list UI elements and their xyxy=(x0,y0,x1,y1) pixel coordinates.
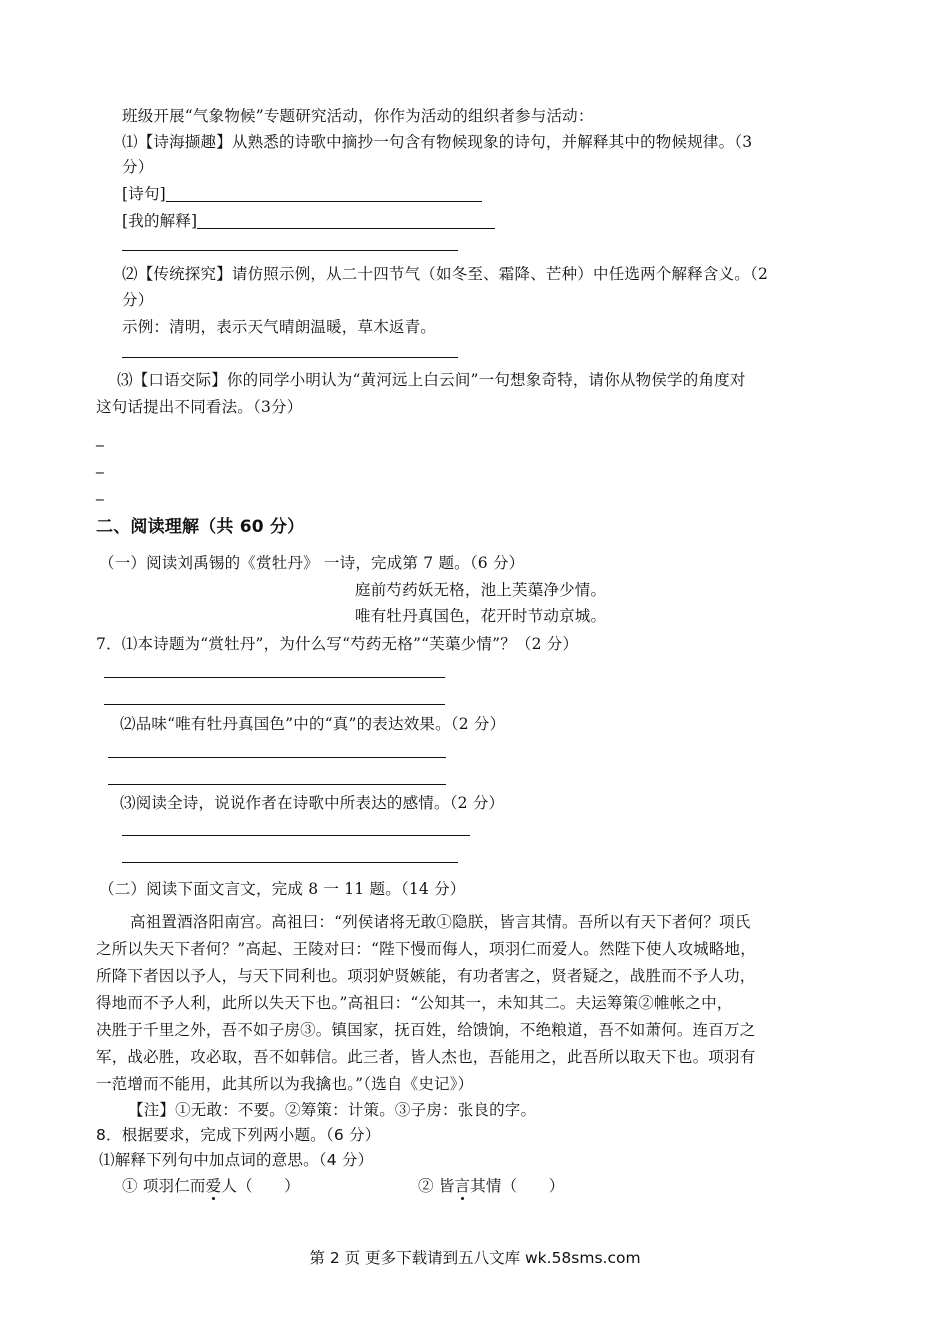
explain-answer-line[interactable] xyxy=(197,212,495,229)
q2-prompt-line1: ⑵【传统探究】请仿照示例，从二十四节气（如冬至、霜降、芒种）中任选两个解释含义。（2 xyxy=(122,265,769,283)
section-title: 二、阅读理解（共 60 分） xyxy=(96,517,305,537)
dotted-word-ai: 爱 xyxy=(205,1177,222,1195)
q2-answer-line[interactable] xyxy=(122,357,458,358)
q1-explain-field xyxy=(122,211,495,231)
q8-heading: 8．根据要求，完成下列两小题。（6 分） xyxy=(96,1126,381,1144)
q7-2-answer-line-1[interactable] xyxy=(108,757,446,758)
q7-2-answer-line-2[interactable] xyxy=(108,784,446,785)
q3-prompt-line1: ⑶【口语交际】你的同学小明认为“黄河远上白云间”一句想象奇特，请你从物侯学的角度对 xyxy=(117,371,746,389)
passage-line-1: 高祖置酒洛阳南宫。高祖曰：“列侯诸将无敢①隐朕，皆言其情。吾所以有天下者何？项氏 xyxy=(130,913,751,931)
poem-answer-line[interactable] xyxy=(166,185,482,202)
q3-prompt-line2: 这句话提出不同看法。（3分） xyxy=(96,398,303,416)
q1-poem-field xyxy=(122,184,482,204)
passage-line-2: 之所以失天下者何？”高起、王陵对曰：“陛下慢而侮人，项羽仁而爱人。然陛下使人攻城略地， xyxy=(96,940,756,958)
q1-prompt-line1: ⑴【诗海撷趣】从熟悉的诗歌中摘抄一句含有物候现象的诗句，并解释其中的物候规律。（3 xyxy=(122,133,753,151)
q3-blank-2[interactable]: _ xyxy=(96,456,104,474)
passage-line-4: 得地而不予人利，此所以失天下也。”高祖曰：“公知其一，未知其二。夫运筹策②帷帐之中， xyxy=(96,994,733,1012)
poem-line-2: 唯有牡丹真国色，花开时节动京城。 xyxy=(355,607,607,625)
q7-part3: ⑶阅读全诗，说说作者在诗歌中所表达的感情。（2 分） xyxy=(120,794,505,812)
q7-part2: ⑵品味“唯有牡丹真国色”中的“真”的表达效果。（2 分） xyxy=(120,715,506,733)
annotation-note: 【注】①无敢：不要。②筹策：计策。③子房：张良的字。 xyxy=(128,1101,537,1119)
explain-label: [我的解释] xyxy=(122,212,198,230)
q2-prompt-line2: 分） xyxy=(122,291,154,309)
passage-line-5: 决胜于千里之外，吾不如子房③。镇国家，抚百姓，给馈饷，不绝粮道，吾不如萧何。连百万之 xyxy=(96,1021,756,1039)
q7-part1: 7．⑴本诗题为“赏牡丹”，为什么写“芍药无格”“芙蕖少情”？（2 分） xyxy=(96,635,579,653)
intro-text: 班级开展“气象物候”专题研究活动，你作为活动的组织者参与活动： xyxy=(122,107,594,125)
passage-line-6: 军，战必胜，攻必取，吾不如韩信。此三者，皆人杰也，吾能用之，此吾所以取天下也。项羽有 xyxy=(96,1048,756,1066)
q7-3-answer-line-1[interactable] xyxy=(122,835,470,836)
q7-3-answer-line-2[interactable] xyxy=(122,862,458,863)
part2-heading: （二）阅读下面文言文，完成 8 一 11 题。（14 分） xyxy=(99,880,466,898)
part1-heading: （一）阅读刘禹锡的《赏牡丹》 一诗，完成第 7 题。（6 分） xyxy=(99,554,525,572)
q7-1-answer-line-1[interactable] xyxy=(104,677,445,678)
q3-blank-1[interactable]: _ xyxy=(96,429,104,447)
q8-part1: ⑴解释下列句中加点词的意思。（4 分） xyxy=(99,1151,374,1169)
q1-answer-line[interactable] xyxy=(122,250,458,251)
q8-item-a: ① 项羽仁而爱人（ ） xyxy=(122,1177,300,1195)
q2-example: 示例：清明，表示天气晴朗温暖，草木返青。 xyxy=(122,318,437,336)
q8-item-b: ② 皆言其情（ ） xyxy=(418,1177,565,1195)
q1-prompt-line2: 分） xyxy=(122,158,154,176)
dotted-word-yan: 言 xyxy=(454,1177,471,1195)
page-footer: 第 2 页 更多下载请到五八文库 wk.58sms.com xyxy=(309,1249,641,1267)
passage-line-3: 所降下者因以予人，与天下同利也。项羽妒贤嫉能，有功者害之，贤者疑之，战胜而不予人功， xyxy=(96,967,756,985)
q7-1-answer-line-2[interactable] xyxy=(104,704,445,705)
poem-line-1: 庭前芍药妖无格，池上芙蕖净少情。 xyxy=(355,581,607,599)
passage-line-7: 一范增而不能用，此其所以为我擒也。”（选自《史记》） xyxy=(96,1075,474,1093)
q3-blank-3[interactable]: _ xyxy=(96,483,104,501)
poem-label: [诗句] xyxy=(122,185,166,203)
